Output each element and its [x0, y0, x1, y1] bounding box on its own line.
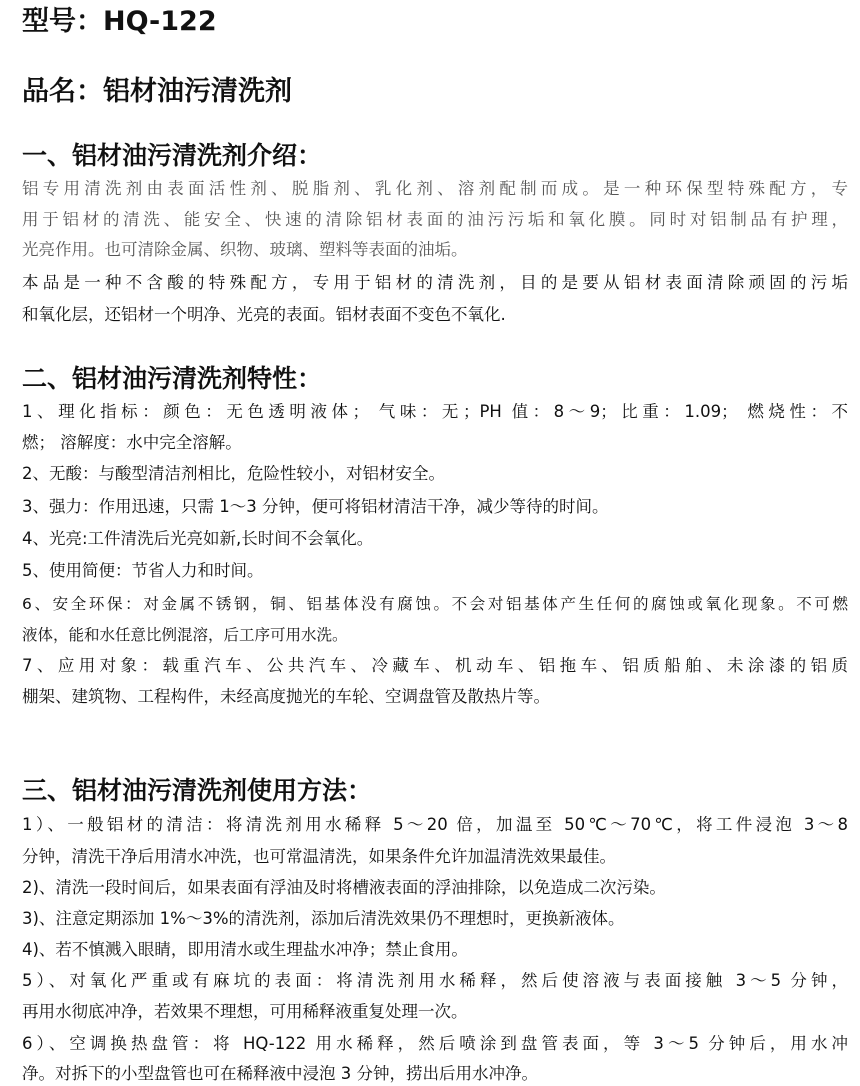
model-title: 型号：HQ-122 — [22, 6, 217, 37]
section-1-line-1: 铝专用清洗剂由表面活性剂、脱脂剂、乳化剂、溶剂配制而成。是一种环保型特殊配方，专 — [22, 179, 848, 198]
section-3-line-3: 2)、清洗一段时间后，如果表面有浮油及时将槽液表面的浮油排除，以免造成二次污染。 — [22, 878, 666, 897]
section-1-heading: 一、铝材油污清洗剂介绍： — [22, 141, 323, 170]
section-3-line-8: 6）、空调换热盘管：将 HQ-122 用水稀释，然后喷涂到盘管表面，等 3～5 分钟后，用水冲 — [22, 1034, 848, 1053]
section-3-line-6: 5）、对氧化严重或有麻坑的表面：将清洗剂用水稀释，然后使溶液与表面接触 3～5 分钟， — [22, 971, 848, 990]
section-3-line-9: 净。对拆下的小型盘管也可在稀释液中浸泡 3 分钟，捞出后用水冲净。 — [22, 1064, 538, 1083]
section-1-line-5: 和氧化层，还铝材一个明净、光亮的表面。铝材表面不变色不氧化. — [22, 305, 506, 324]
section-2-line-7: 6、安全环保：对金属不锈钢，铜、铝基体没有腐蚀。不会对铝基体产生任何的腐蚀或氧化现象。不可燃 — [22, 595, 848, 613]
section-2-line-8: 液体，能和水任意比例混溶，后工序可用水洗。 — [22, 626, 348, 644]
product-name-title: 品名：铝材油污清洗剂 — [22, 76, 292, 107]
section-3-line-1: 1）、一般铝材的清洁：将清洗剂用水稀释 5～20 倍，加温至 50℃～70℃，将工件浸泡 3～8 — [22, 815, 848, 834]
section-2-line-9: 7、应用对象：载重汽车、公共汽车、冷藏车、机动车、铝拖车、铝质船舶、未涂漆的铝质 — [22, 656, 848, 675]
section-2-line-1: 1、理化指标：颜色：无色透明液体； 气味：无；PH 值：8～9；比重：1.09； 燃烧性：不 — [22, 402, 848, 421]
section-2-line-5: 4、光亮:工件清洗后光亮如新,长时间不会氧化。 — [22, 529, 374, 548]
section-3-line-7: 再用水彻底冲净，若效果不理想，可用稀释液重复处理一次。 — [22, 1002, 468, 1021]
section-2-line-3: 2、无酸：与酸型清洁剂相比，危险性较小，对铝材安全。 — [22, 464, 445, 483]
section-2-line-6: 5、使用简便：节省人力和时间。 — [22, 561, 264, 580]
section-2-line-10: 棚架、建筑物、工程构件，未经高度抛光的车轮、空调盘管及散热片等。 — [22, 687, 550, 706]
section-1-line-2: 用于铝材的清洗、能安全、快速的清除铝材表面的油污污垢和氧化膜。同时对铝制品有护理， — [22, 210, 848, 229]
section-1-line-4: 本品是一种不含酸的特殊配方，专用于铝材的清洗剂，目的是要从铝材表面清除顽固的污垢 — [22, 273, 848, 292]
section-2-line-2: 燃； 溶解度：水中完全溶解。 — [22, 433, 242, 452]
section-1-line-3: 光亮作用。也可清除金属、织物、玻璃、塑料等表面的油垢。 — [22, 240, 468, 259]
section-3-line-2: 分钟，清洗干净后用清水冲洗，也可常温清洗，如果条件允许加温清洗效果最佳。 — [22, 847, 616, 866]
section-3-line-4: 3)、注意定期添加 1%～3%的清洗剂，添加后清洗效果仍不理想时，更换新液体。 — [22, 909, 625, 928]
section-2-heading: 二、铝材油污清洗剂特性： — [22, 364, 323, 393]
section-3-line-5: 4)、若不慎溅入眼睛，即用清水或生理盐水冲净；禁止食用。 — [22, 940, 468, 959]
section-2-line-4: 3、强力：作用迅速，只需 1～3 分钟，便可将铝材清洁干净，减少等待的时间。 — [22, 497, 609, 516]
section-3-heading: 三、铝材油污清洗剂使用方法： — [22, 776, 373, 805]
